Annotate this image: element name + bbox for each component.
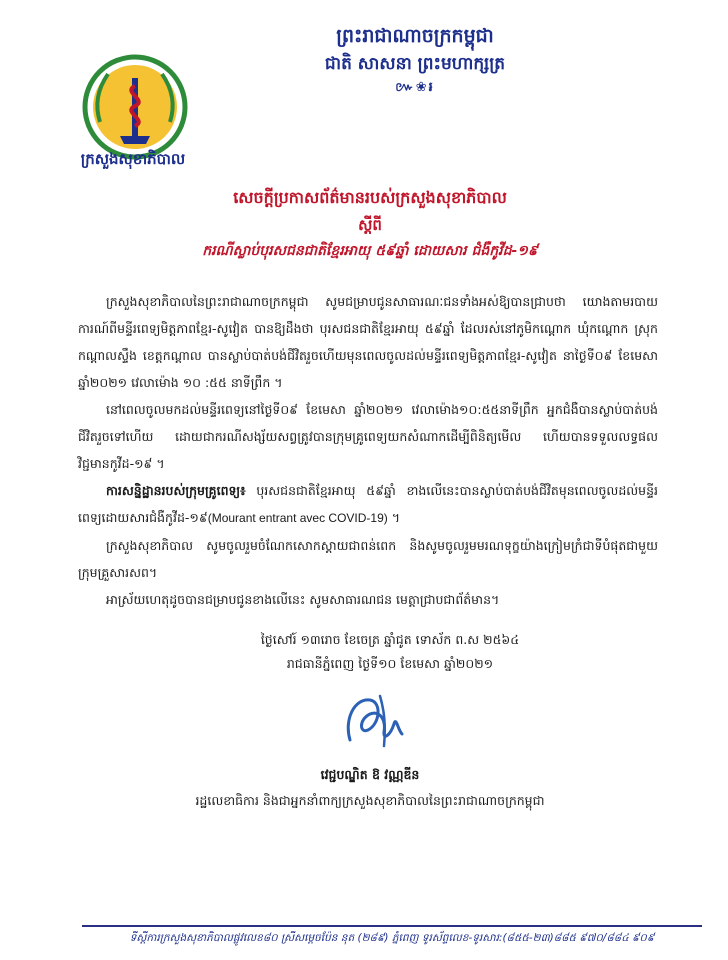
- signer-name: វេជ្ជបណ្ឌិត ឱ វណ្ណឌីន: [320, 767, 420, 782]
- signer-block: [120, 762, 620, 814]
- body-paragraph-4: ក្រសួងសុខាភិបាល សូមចូលរួមចំណែកសោកស្តាយជាពន់ពេក និងសូមចូលរួមមរណទុក្ខយ៉ាងក្រៀមក្រំជាទីបំផុតជាមួយក្រុមគ្រួសារសព។: [78, 538, 658, 580]
- ornament-divider: ៚❀៛: [395, 80, 435, 95]
- signer-role: រដ្ឋលេខាធិការ និងជាអ្នកនាំពាក្យក្រសួងសុខាភិបាលនៃព្រះរាជាណាចក្រកម្ពុជា: [195, 793, 545, 808]
- kingdom-heading: [250, 22, 580, 98]
- footer-divider: [82, 925, 702, 927]
- conclusion-text: បុរសជនជាតិខ្មែរអាយុ ៥៩ឆ្នាំ ខាងលើនេះបានស្លាប់បាត់បង់ជីវិតមុនពេលចូលដល់មន្ទីរពេទ្យដោយសារជំងឺកូវីដ-១៩: [78, 483, 658, 525]
- ministry-name-caption: ក្រសួងសុខាភិបាល: [80, 150, 186, 168]
- body-paragraph-2: នៅពេលចូលមកដល់មន្ទីរពេទ្យនៅថ្ងៃទី០៩ ខែមេសា ឆ្នាំ២០២១ វេលាម៉ោង១០:៥៥នាទីព្រឹក អ្នកជំងឺបានស្លាប់បាត់បង់ជីវិតរួចទៅហើយ ដោយជាករណីសង្ស័យសព្វត្រូវបានក្រុមគ្រូពេទ្យយកសំណាកដើម្បីពិនិត្យមើល ហើយបានទទួលលទ្ធផល វិជ្ជមានកូវីដ-១៩ ។: [78, 402, 658, 471]
- ministry-logo-icon: [80, 52, 190, 162]
- conclusion-label: ការសន្និដ្ឋានរបស់ក្រុមគ្រូពេទ្យ៖: [106, 483, 246, 498]
- document-subtitle-about: ស្តីពី: [358, 216, 382, 234]
- conclusion-french-term: (Mourant entrant avec COVID-19): [207, 511, 388, 525]
- body-paragraph-1: ក្រសួងសុខាភិបាលនៃព្រះរាជាណាចក្រកម្ពុជា សូមជម្រាបជូនសាធារណៈជនទាំងអស់ឱ្យបានជ្រាបថា យោងតាមរបាយការណ៍ពីមន្ទីរពេទ្យមិត្តភាពខ្មែរ-សូវៀត បានឱ្យដឹងថា បុរសជនជាតិខ្មែរអាយុ ៥៩ឆ្នាំ ដែលរស់នៅភូមិកណ្តោក ឃុំកណ្តោក ស្រុកកណ្តាលស្ទឹង ខេត្តកណ្តាល បានស្លាប់បាត់បង់ជីវិតរួចហើយមុនពេលចូលដល់មន្ទីរពេទ្យមិត្តភាពខ្មែរ-សូវៀត នាថ្ងៃទី០៩ ខែមេសា ឆ្នាំ២០២១ វេលាម៉ោង ១០ :៥៥ នាទីព្រឹក ។: [78, 294, 658, 390]
- kingdom-name: ព្រះរាជាណាចក្រកម្ពុជា: [336, 25, 494, 47]
- solar-date: រាជធានីភ្នំពេញ ថ្ងៃទី១០ ខែមេសា ឆ្នាំ២០២១: [286, 656, 494, 671]
- body-paragraph-5: អាស្រ័យហេតុដូចបានជម្រាបជូនខាងលើនេះ សូមសាធារណជន មេត្តាជ្រាបជាព័ត៌មាន។: [106, 592, 500, 607]
- national-motto: ជាតិ សាសនា ព្រះមហាក្សត្រ: [324, 54, 506, 74]
- body-paragraph-3: [78, 477, 658, 532]
- signature-icon: [340, 690, 412, 752]
- conclusion-end: ។: [387, 510, 400, 525]
- footer-address: ទីស្តីការក្រសួងសុខាភិបាលផ្លូវលេខ៨០ ស្រីសម្តេចប៉ែន នុត (២៨៩) ភ្នំពេញ ទូរស័ព្ទលេខ-ទូរសារ:(៨៥៥-២៣)៨៨៥ ៩៧០/៨៨៤ ៩០៩: [129, 932, 655, 944]
- document-title: សេចក្តីប្រកាសព័ត៌មានរបស់ក្រសួងសុខាភិបាល: [233, 188, 507, 207]
- document-subject: ករណីស្លាប់បុរសជនជាតិខ្មែរអាយុ ៥៩ឆ្នាំ ដោយសារ ជំងឺកូវីដ-១៩: [202, 243, 538, 259]
- document-body: [78, 288, 658, 613]
- document-title-block: [90, 184, 650, 264]
- lunar-date: ថ្ងៃសៅរ៍ ១៣រោច ខែចេត្រ ឆ្នាំជូត ទោស័ក ព.ស ២៥៦៤: [260, 632, 520, 647]
- date-block: [160, 628, 620, 676]
